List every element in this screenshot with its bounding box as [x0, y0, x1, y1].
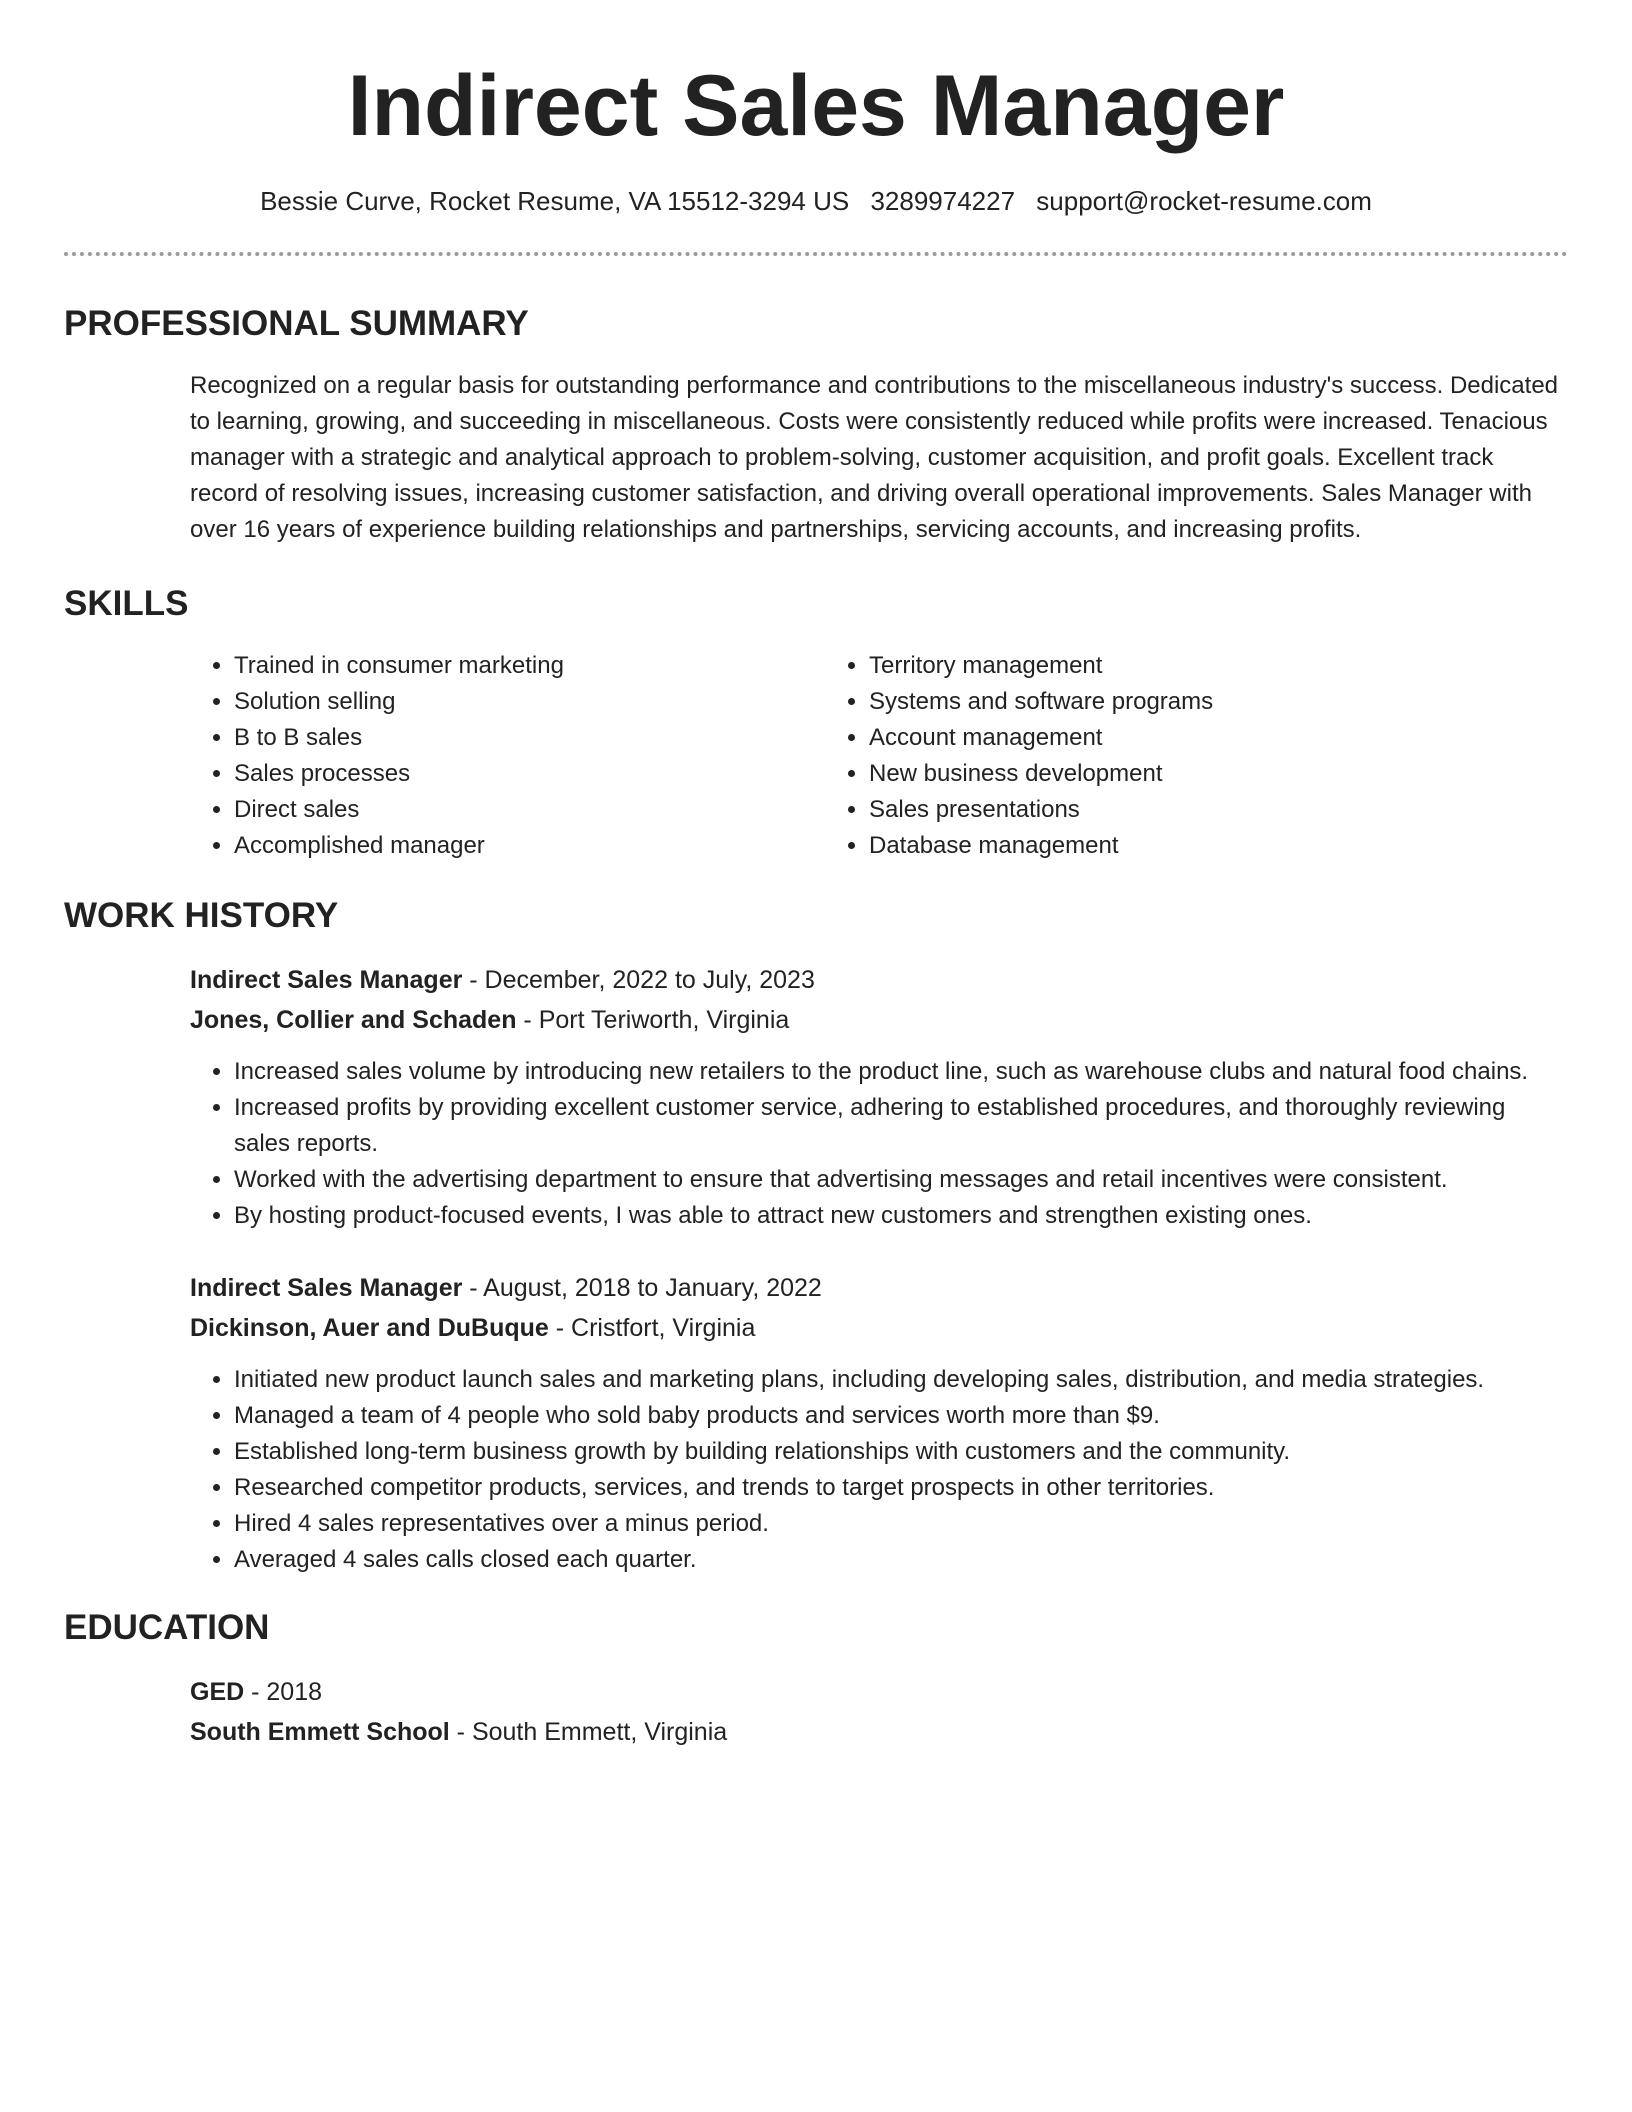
resume-title: Indirect Sales Manager: [347, 58, 1285, 154]
skill-item: • New business development: [869, 756, 1460, 792]
job-company: Dickinson, Auer and DuBuque: [190, 1314, 549, 1342]
contact-email: support@rocket-resume.com: [1036, 186, 1372, 216]
job-entry: [190, 1268, 1568, 1578]
skill-item: • Systems and software programs: [869, 684, 1460, 720]
job-location: - Cristfort, Virginia: [548, 1314, 756, 1342]
job-bullet: • Increased profits by providing excellent customer service, adhering to established procedures, and thoroughly reviewing sales reports.: [234, 1090, 1568, 1162]
skill-item: • Solution selling: [234, 684, 825, 720]
job-bullet: • Worked with the advertising department to ensure that advertising messages and retail incentives were consistent.: [234, 1162, 1568, 1198]
job-dates: - August, 2018 to January, 2022: [462, 1274, 822, 1302]
job-bullet: • Initiated new product launch sales and marketing plans, including developing sales, distribution, and media strategies.: [234, 1362, 1568, 1398]
job-company: Jones, Collier and Schaden: [190, 1006, 517, 1034]
job-bullets: [190, 1054, 1568, 1234]
skill-item: • Territory management: [869, 648, 1460, 684]
section-title-summary: PROFESSIONAL SUMMARY: [64, 304, 529, 343]
contact-line: [64, 184, 1568, 218]
job-role-line: [190, 1268, 1568, 1308]
education-year: - 2018: [244, 1678, 323, 1706]
job-bullet: • Averaged 4 sales calls closed each quarter.: [234, 1542, 1568, 1578]
education-degree: GED: [190, 1678, 245, 1706]
job-entry: [190, 960, 1568, 1234]
job-company-line: [190, 1308, 1568, 1348]
education-location: - South Emmett, Virginia: [449, 1718, 728, 1746]
skills-column-left: [190, 648, 825, 864]
job-role: Indirect Sales Manager: [190, 966, 463, 994]
job-bullet: • Increased sales volume by introducing new retailers to the product line, such as warehouse clubs and natural food chains.: [234, 1054, 1568, 1090]
education-degree-line: [190, 1672, 1568, 1712]
skill-item: • Accomplished manager: [234, 828, 825, 864]
job-bullet: • Managed a team of 4 people who sold baby products and services worth more than $9.: [234, 1398, 1568, 1434]
header-divider: [64, 252, 1568, 256]
education-entry: [190, 1672, 1568, 1752]
contact-phone: 3289974227: [870, 186, 1016, 216]
job-role-line: [190, 960, 1568, 1000]
skills-column-right: [825, 648, 1460, 864]
education-school-line: [190, 1712, 1568, 1752]
skill-item: • Sales presentations: [869, 792, 1460, 828]
contact-address: Bessie Curve, Rocket Resume, VA 15512-3294 US: [260, 186, 850, 216]
job-bullet: • Established long-term business growth by building relationships with customers and the community.: [234, 1434, 1568, 1470]
education-school: South Emmett School: [190, 1718, 450, 1746]
skill-item: • Direct sales: [234, 792, 825, 828]
job-bullet: • Hired 4 sales representatives over a minus period.: [234, 1506, 1568, 1542]
job-role: Indirect Sales Manager: [190, 1274, 463, 1302]
job-dates: - December, 2022 to July, 2023: [462, 966, 815, 994]
section-title-skills: SKILLS: [64, 584, 189, 623]
job-company-line: [190, 1000, 1568, 1040]
skill-item: • Account management: [869, 720, 1460, 756]
job-location: - Port Teriworth, Virginia: [516, 1006, 790, 1034]
job-bullet: • By hosting product-focused events, I was able to attract new customers and strengthen existing ones.: [234, 1198, 1568, 1234]
skill-item: • B to B sales: [234, 720, 825, 756]
job-bullets: [190, 1362, 1568, 1578]
summary-text: Recognized on a regular basis for outstanding performance and contributions to the miscellaneous industry's success. Dedicated to learning, growing, and succeeding in miscellaneous. Costs were consistently reduced while profits were increased. Tenacious manager with a strategic and analytical approach to problem-solving, customer acquisition, and profit goals. Excellent track record of resolving issues, increasing customer satisfaction, and driving overall operational improvements. Sales Manager with over 16 years of experience building relationships and partnerships, servicing accounts, and increasing profits.: [190, 372, 1559, 543]
section-title-work-history: WORK HISTORY: [64, 896, 339, 935]
skills-list: [190, 648, 1568, 864]
job-bullet: • Researched competitor products, services, and trends to target prospects in other territories.: [234, 1470, 1568, 1506]
skill-item: • Trained in consumer marketing: [234, 648, 825, 684]
skill-item: • Sales processes: [234, 756, 825, 792]
skill-item: • Database management: [869, 828, 1460, 864]
section-title-education: EDUCATION: [64, 1608, 270, 1647]
